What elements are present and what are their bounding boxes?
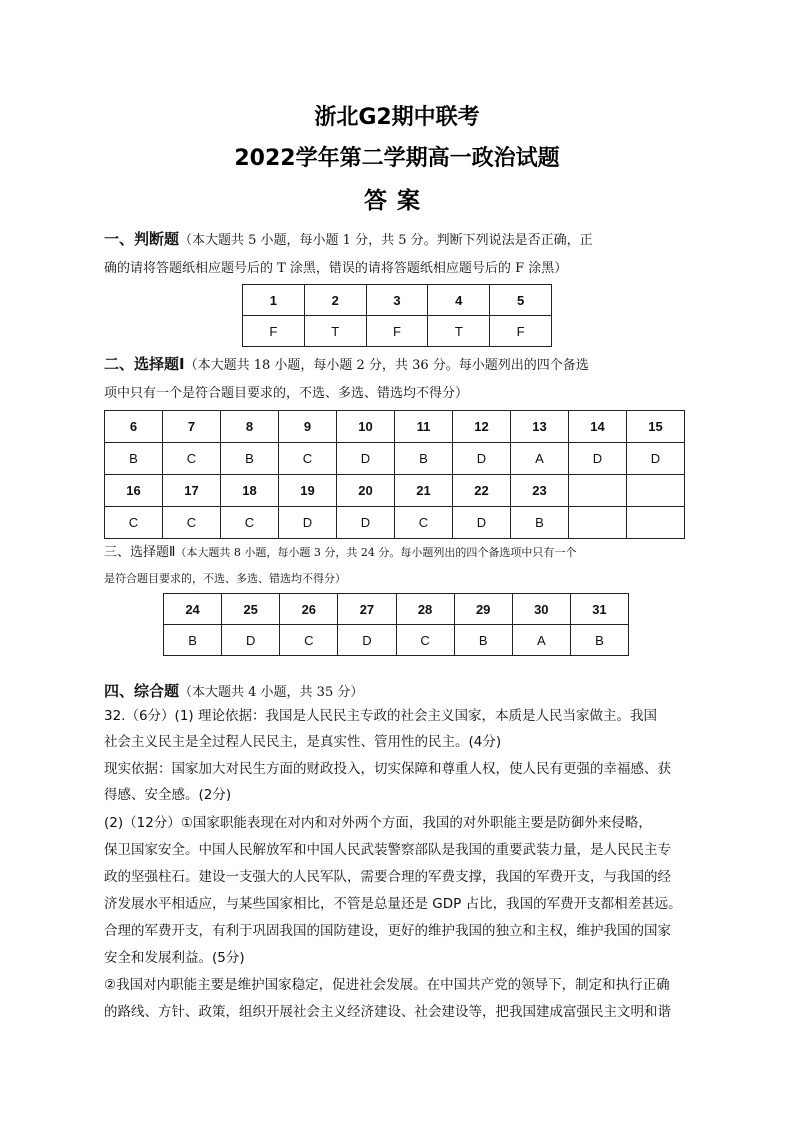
question-number: 9: [279, 411, 337, 443]
answer-cell: D: [222, 625, 280, 656]
answer-text-line: 济发展水平相适应，与某些国家相比，不管是总量还是 GDP 占比，我国的军费开支都相差甚远。: [104, 896, 682, 912]
answer-cell: D: [627, 443, 685, 475]
question-number: 11: [395, 411, 453, 443]
question-number: 21: [395, 475, 453, 507]
question-number: 29: [454, 594, 512, 625]
question-number: 18: [221, 475, 279, 507]
answer-cell: D: [453, 507, 511, 539]
question-number: 1: [243, 285, 305, 316]
empty-cell: [627, 507, 685, 539]
question-number: 20: [337, 475, 395, 507]
section1-note-part2: 确的请将答题纸相应题号后的 T 涂黑，错误的请将答题纸相应题号后的 F 涂黑）: [104, 261, 568, 276]
section3-note-part2: 是符合题目要求的，不选、多选、错选均不得分）: [104, 572, 346, 585]
answer-cell: B: [454, 625, 512, 656]
answer-text-line: 安全和发展利益。(5分): [104, 950, 245, 966]
answer-cell: F: [243, 316, 305, 347]
section2-heading: 二、选择题Ⅰ: [104, 355, 185, 373]
section2-answer-row-1: [105, 443, 685, 475]
question-number: 16: [105, 475, 163, 507]
answer-cell: B: [164, 625, 222, 656]
empty-cell: [569, 475, 627, 507]
answer-cell: C: [163, 443, 221, 475]
answer-cell: D: [338, 625, 396, 656]
question-number: 26: [280, 594, 338, 625]
answer-cell: T: [428, 316, 490, 347]
question-number: 28: [396, 594, 454, 625]
question-number: 19: [279, 475, 337, 507]
section2-answer-table: [104, 410, 685, 539]
question-number: 10: [337, 411, 395, 443]
section3-note-part1: （本大题共 8 小题，每小题 3 分，共 24 分。每小题列出的四个备选项中只有一个: [175, 546, 577, 559]
question-number: 25: [222, 594, 280, 625]
answer-heading: 答案: [364, 188, 430, 214]
question-number: 4: [428, 285, 490, 316]
section4-heading: 四、综合题: [104, 682, 180, 700]
answer-cell: D: [279, 507, 337, 539]
answer-cell: C: [280, 625, 338, 656]
question-number: 24: [164, 594, 222, 625]
answer-text-line: 保卫国家安全。中国人民解放军和中国人民武装警察部队是我国的重要武装力量，是人民民主专: [104, 842, 671, 858]
answer-text-line: 32.（6分）(1) 理论依据：我国是人民民主专政的社会主义国家，本质是人民当家做主。我国: [104, 708, 657, 724]
question-number: 5: [490, 285, 552, 316]
answer-cell: D: [337, 507, 395, 539]
empty-cell: [627, 475, 685, 507]
question-number: 13: [511, 411, 569, 443]
answer-cell: C: [395, 507, 453, 539]
answer-text-line: 合理的军费开支，有利于巩固我国的国防建设，更好的维护我国的独立和主权，维护我国的国家: [104, 923, 671, 939]
empty-cell: [569, 507, 627, 539]
question-number: 3: [366, 285, 428, 316]
answer-cell: B: [511, 507, 569, 539]
section4-header: [104, 681, 363, 703]
section1-note-part1: （本大题共 5 小题，每小题 1 分，共 5 分。判断下列说法是否正确，正: [179, 233, 593, 248]
answer-cell: D: [569, 443, 627, 475]
answer-cell: C: [105, 507, 163, 539]
question-number: 14: [569, 411, 627, 443]
answer-cell: F: [490, 316, 552, 347]
question-number: 12: [453, 411, 511, 443]
exam-subtitle: 2022学年第二学期高一政治试题: [234, 146, 560, 171]
question-number: 7: [163, 411, 221, 443]
section2-number-row-1: [105, 411, 685, 443]
section2-note-part2: 项中只有一个是符合题目要求的，不选、多选、错选均不得分）: [104, 386, 469, 401]
question-number: 2: [304, 285, 366, 316]
exam-title: 浙北G2期中联考: [314, 105, 480, 130]
section3-number-row: [164, 594, 629, 625]
answer-cell: D: [337, 443, 395, 475]
section1-header: [104, 229, 593, 251]
section1-answer-row: [243, 316, 552, 347]
question-number: 15: [627, 411, 685, 443]
answer-text-line: 现实依据：国家加大对民生方面的财政投入，切实保障和尊重人权，使人民有更强的幸福感、获: [104, 761, 671, 777]
answer-cell: C: [279, 443, 337, 475]
section2-header: [104, 354, 589, 376]
section2-answer-row-2: [105, 507, 685, 539]
section3-heading: 三、选择题Ⅱ: [104, 545, 176, 560]
answer-text-line: 社会主义民主是全过程人民民主，是真实性、管用性的民主。(4分): [104, 734, 502, 750]
answer-cell: B: [570, 625, 628, 656]
section2-number-row-2: [105, 475, 685, 507]
answer-cell: A: [512, 625, 570, 656]
question-number: 30: [512, 594, 570, 625]
answer-cell: F: [366, 316, 428, 347]
question-number: 23: [511, 475, 569, 507]
answer-text-line: (2)（12分）①国家职能表现在对内和对外两个方面，我国的对外职能主要是防御外来侵略，: [104, 815, 652, 831]
answer-cell: T: [304, 316, 366, 347]
answer-cell: C: [163, 507, 221, 539]
question-number: 22: [453, 475, 511, 507]
section4-note: （本大题共 4 小题，共 35 分）: [179, 685, 364, 700]
answer-cell: A: [511, 443, 569, 475]
answer-cell: B: [395, 443, 453, 475]
question-number: 27: [338, 594, 396, 625]
answer-text-line: 得感、安全感。(2分): [104, 787, 232, 803]
answer-text-line: 的路线、方针、政策，组织开展社会主义经济建设、社会建设等，把我国建成富强民主文明和谐: [104, 1004, 671, 1020]
answer-text-line: ②我国对内职能主要是维护国家稳定，促进社会发展。在中国共产党的领导下，制定和执行正确: [104, 977, 670, 993]
question-number: 6: [105, 411, 163, 443]
section1-number-row: [243, 285, 552, 316]
section1-answer-table: [242, 284, 552, 347]
section3-answer-table: [163, 593, 629, 656]
section2-note-part1: （本大题共 18 小题，每小题 2 分，共 36 分。每小题列出的四个备选: [184, 358, 589, 373]
answer-text-line: 政的坚强柱石。建设一支强大的人民军队，需要合理的军费支撑，我国的军费开支，与我国的经: [104, 869, 671, 885]
answer-cell: D: [453, 443, 511, 475]
question-number: 31: [570, 594, 628, 625]
section1-heading: 一、判断题: [104, 230, 180, 248]
question-number: 17: [163, 475, 221, 507]
answer-cell: B: [105, 443, 163, 475]
section3-header: [104, 542, 576, 563]
section3-answer-row: [164, 625, 629, 656]
answer-cell: B: [221, 443, 279, 475]
answer-cell: C: [221, 507, 279, 539]
answer-cell: C: [396, 625, 454, 656]
question-number: 8: [221, 411, 279, 443]
